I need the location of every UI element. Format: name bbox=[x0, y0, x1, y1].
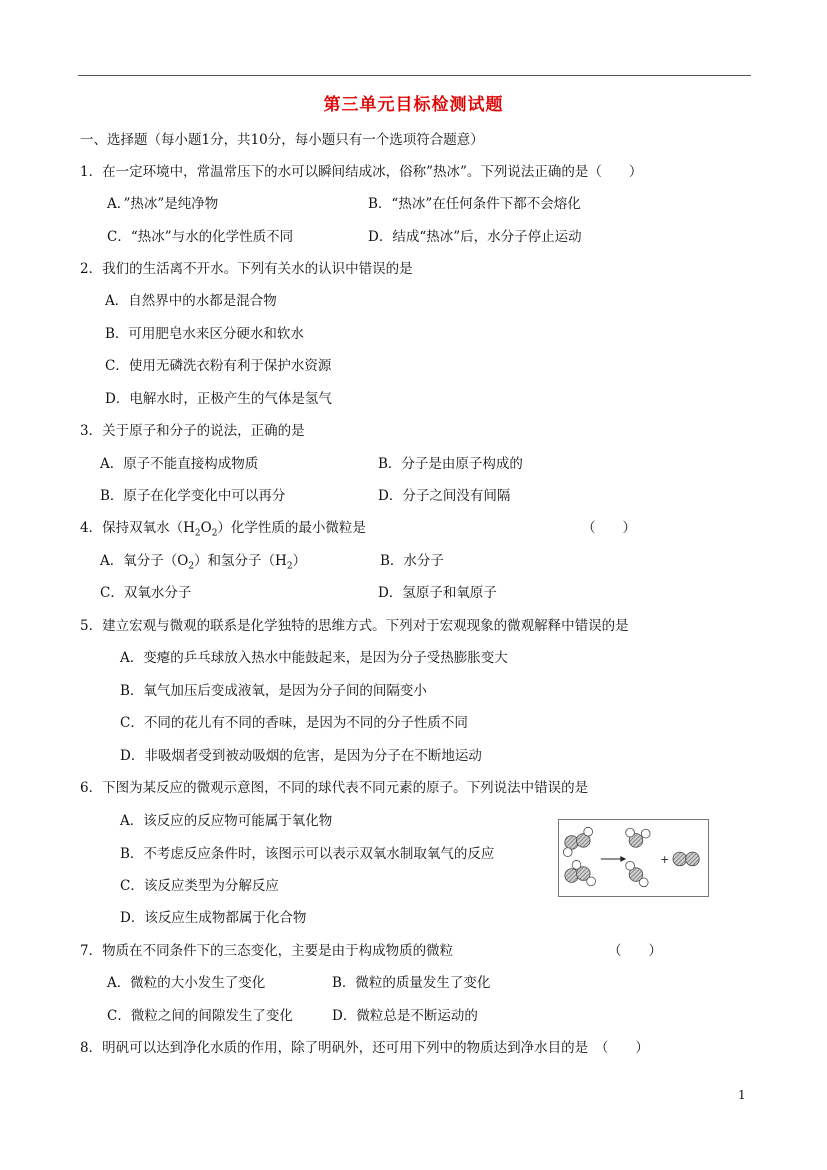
question-7-answer-parens: （ ） bbox=[608, 943, 662, 959]
reactant-molecule-2 bbox=[565, 860, 596, 885]
section-heading: 一、选择题（每小题1分，共10分，每小题只有一个选项符合题意） bbox=[80, 132, 484, 148]
question-7-option-b: B．微粒的质量发生了变化 bbox=[332, 975, 491, 991]
question-1-option-c: C．“热冰”与水的化学性质不同 bbox=[107, 229, 294, 245]
question-5-option-d: D．非吸烟者受到被动吸烟的危害，是因为分子在不断地运动 bbox=[120, 748, 482, 764]
question-3-stem: 3．关于原子和分子的说法，正确的是 bbox=[80, 423, 305, 439]
question-4-option-b: B．水分子 bbox=[380, 553, 444, 569]
question-6-option-b: B．不考虑反应条件时，该图示可以表示双氧水制取氧气的反应 bbox=[120, 846, 495, 862]
question-4-option-d: D．氢原子和氧原子 bbox=[378, 585, 497, 601]
question-4-answer-parens: （ ） bbox=[582, 520, 636, 536]
question-4-option-a: A．氧分子$(O_2)$和氢分子$(H_2)$ bbox=[100, 553, 307, 572]
question-5-option-b: B．氧气加压后变成液氧，是因为分子间的间隔变小 bbox=[120, 683, 427, 699]
question-2-option-a: A．自然界中的水都是混合物 bbox=[105, 293, 277, 309]
question-1-option-b: B．“热冰”在任何条件下都不会熔化 bbox=[368, 196, 581, 212]
question-4-option-c: C．双氧水分子 bbox=[100, 585, 192, 601]
reaction-arrow bbox=[601, 856, 626, 862]
question-2-option-c: C．使用无磷洗衣粉有利于保护水资源 bbox=[105, 358, 332, 374]
plus-sign: + bbox=[660, 852, 670, 866]
question-6-option-c: C．该反应类型为分解反应 bbox=[120, 878, 279, 894]
question-6-option-a: A．该反应的反应物可能属于氧化物 bbox=[120, 813, 333, 829]
question-3-option-b: B．分子是由原子构成的 bbox=[378, 456, 523, 472]
question-3-option-d: D．分子之间没有间隔 bbox=[378, 488, 511, 504]
question-7-option-a: A．微粒的大小发生了变化 bbox=[107, 975, 266, 991]
question-6-stem: 6．下图为某反应的微观示意图，不同的球代表不同元素的原子。下列说法中错误的是 bbox=[80, 780, 589, 796]
product-molecule-1 bbox=[626, 828, 650, 847]
question-5-option-a: A．变瘪的乒乓球放入热水中能鼓起来，是因为分子受热膨胀变大 bbox=[120, 650, 508, 666]
question-1-option-a: A．”热冰”是纯净物 bbox=[107, 196, 219, 212]
question-7-stem: 7．物质在不同条件下的三态变化，主要是由于构成物质的微粒 bbox=[80, 943, 454, 959]
page-title: 第三单元目标检测试题 bbox=[323, 95, 504, 115]
question-8-stem: 8．明矾可以达到净化水质的作用，除了明矾外，还可用下列中的物质达到净水目的是 （ ） bbox=[80, 1040, 649, 1056]
question-2-option-b: B．可用肥皂水来区分硬水和软水 bbox=[105, 326, 304, 342]
reaction-diagram-svg bbox=[559, 820, 708, 896]
reaction-diagram bbox=[558, 819, 709, 897]
question-1-option-d: D．结成“热冰”后，水分子停止运动 bbox=[368, 229, 582, 245]
reactant-molecule-1 bbox=[563, 827, 592, 856]
question-3-option-a: A．原子不能直接构成物质 bbox=[100, 456, 259, 472]
question-7-option-d: D．微粒总是不断运动的 bbox=[332, 1008, 478, 1024]
header-rule bbox=[78, 75, 751, 76]
question-4-stem: 4．保持双氧水$(H_2O_2)$化学性质的最小微粒是 bbox=[80, 520, 366, 539]
page-number: 1 bbox=[738, 1088, 746, 1102]
question-7-option-c: C．微粒之间的间隙发生了变化 bbox=[107, 1008, 293, 1024]
question-5-stem: 5．建立宏观与微观的联系是化学独特的思维方式。下列对于宏观现象的微观解释中错误的是 bbox=[80, 618, 629, 634]
question-6-option-d: D．该反应生成物都属于化合物 bbox=[120, 910, 307, 926]
question-2-option-d: D．电解水时，正极产生的气体是氢气 bbox=[105, 391, 332, 407]
question-2-stem: 2．我们的生活离不开水。下列有关水的认识中错误的是 bbox=[80, 261, 413, 277]
question-5-option-c: C．不同的花儿有不同的香味，是因为不同的分子性质不同 bbox=[120, 715, 468, 731]
product-molecule-3 bbox=[673, 852, 699, 866]
question-1-stem: 1．在一定环境中，常温常压下的水可以瞬间结成冰，俗称”热冰”。下列说法正确的是（ ） bbox=[80, 164, 643, 180]
question-3-option-c: B．原子在化学变化中可以再分 bbox=[100, 488, 286, 504]
product-molecule-2 bbox=[626, 861, 648, 886]
